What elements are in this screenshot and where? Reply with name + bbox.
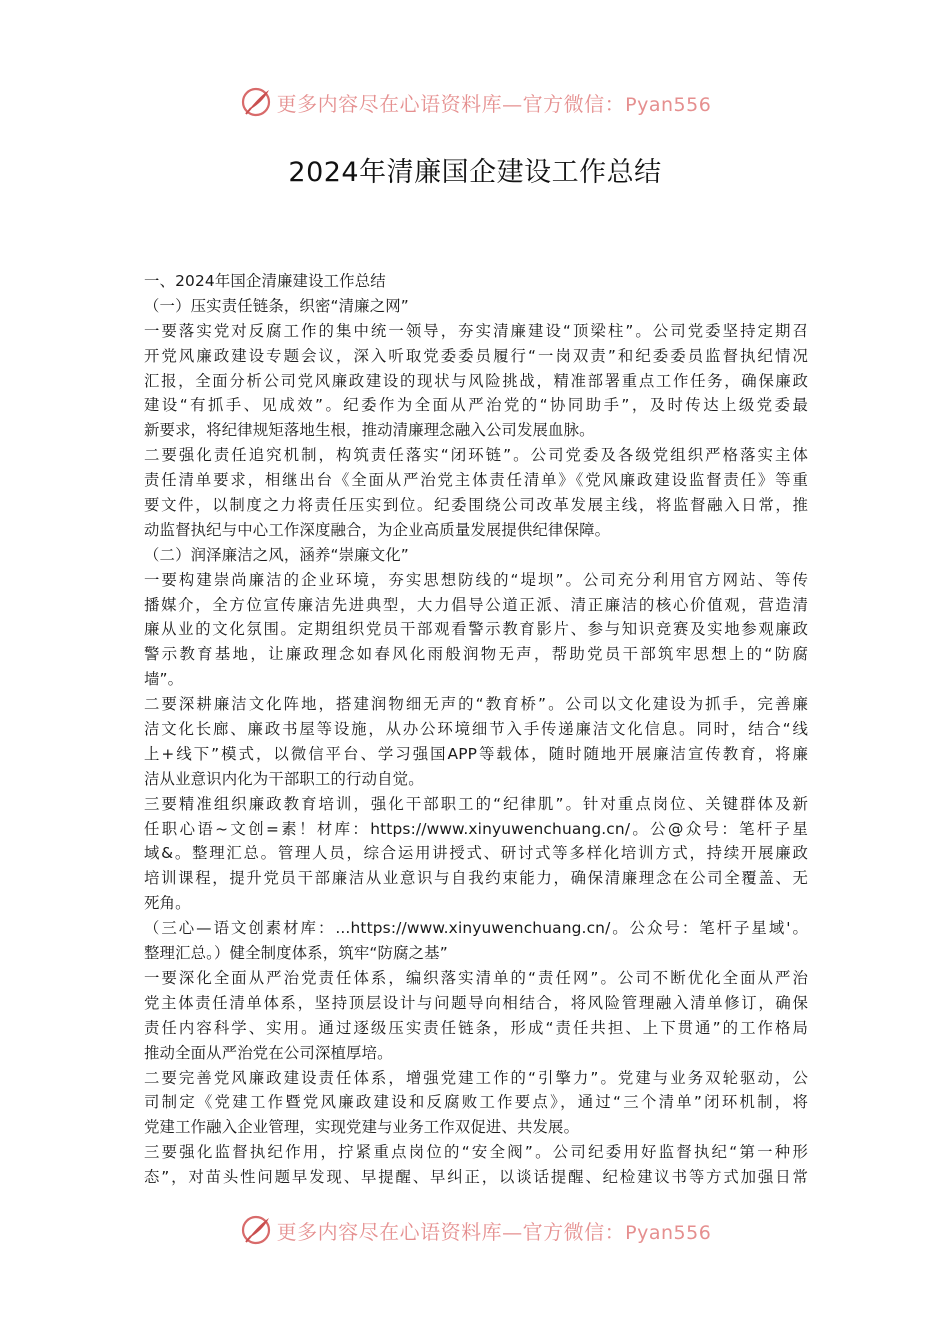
document-title: 2024年清廉国企建设工作总结 [288,157,662,188]
document-body [144,269,808,1190]
text-line: 二要完善党风廉政建设责任体系，增强党建工作的“引擎力”。党建与业务双轮驱动，公 [144,1068,808,1087]
text-line: 死角。 [144,894,191,913]
text-line: 洁文化长廊、廉政书屋等设施，从办公环境细节入手传递廉洁文化信息。同时，结合“线 [144,720,808,739]
text-line: （一）压实责任链条，织密“清廉之网” [144,296,409,315]
quill-logo-icon [239,85,273,119]
text-line: 建设“有抓手、见成效”。纪委作为全面从严治党的“协同助手”，及时传达上级党委最 [144,396,808,415]
text-line: 党主体责任清单体系，坚持顶层设计与问题导向相结合，将风险管理融入清单修订，确保 [144,993,808,1012]
text-line: 责任清单要求，相继出台《全面从严治党主体责任清单》《党风廉政建设监督责任》等重 [144,471,808,490]
text-line: 责任内容科学、实用。通过逐级压实责任链条，形成“责任共担、上下贯通”的工作格局 [144,1018,808,1037]
text-line: 墙”。 [144,670,184,689]
text-line: 要文件，以制度之力将责任压实到位。纪委围绕公司改革发展主线，将监督融入日常，推 [144,496,808,515]
text-line: 廉从业的文化氛围。定期组织党员干部观看警示教育影片、参与知识竞赛及实地参观廉政 [144,620,808,639]
text-line: 一要构建崇尚廉洁的企业环境，夯实思想防线的“堤坝”。公司充分利用官方网站、等传 [144,570,808,589]
watermark-text: 更多内容尽在心语资料库—官方微信：Pyan556 [276,91,712,116]
text-line: 播媒介，全方位宣传廉洁先进典型，大力倡导公道正派、清正廉洁的核心价值观，营造清 [144,595,808,614]
text-line: 汇报，全面分析公司党风廉政建设的现状与风险挑战，精准部署重点工作任务，确保廉政 [144,371,808,390]
text-line: 整理汇总。）健全制度体系，筑牢“防腐之基” [144,944,448,963]
text-line: （二）润泽廉洁之风，涵养“崇廉文化” [144,545,409,564]
text-line: 三要强化监督执纪作用，拧紧重点岗位的“安全阀”。公司纪委用好监督执纪“第一种形 [144,1143,808,1162]
text-line: 三要精准组织廉政教育培训，强化干部职工的“纪律肌”。针对重点岗位、关键群体及新 [144,794,808,813]
text-line: 态”，对苗头性问题早发现、早提醒、早纠正，以谈话提醒、纪检建议书等方式加强日常 [144,1168,808,1187]
text-line: 一要落实党对反腐工作的集中统一领导，夯实清廉建设“顶梁柱”。公司党委坚持定期召 [144,321,808,340]
text-line: 警示教育基地，让廉政理念如春风化雨般润物无声，帮助党员干部筑牢思想上的“防腐 [144,645,808,664]
text-line: 动监督执纪与中心工作深度融合，为企业高质量发展提供纪律保障。 [144,520,611,539]
quill-logo-icon [239,1213,273,1247]
text-line: 培训课程，提升党员干部廉洁从业意识与自我约束能力，确保清廉理念在公司全覆盖、无 [144,869,808,888]
text-line: 开党风廉政建设专题会议，深入听取党委委员履行“一岗双责”和纪委委员监督执纪情况 [144,346,808,365]
footer-watermark [0,1210,950,1250]
text-line: 一要深化全面从严治党责任体系，编织落实清单的“责任网”。公司不断优化全面从严治 [144,968,808,987]
watermark-wechat-id: Pyan556 [625,1221,712,1244]
text-line: 二要强化责任追究机制，构筑责任落实“闭环链”。公司党委及各级党组织严格落实主体 [144,446,808,465]
text-line: 任职心语~文创=素！材库：https://www.xinyuwenchuang.cn/。公@众号：笔杆子星 [144,819,808,838]
watermark-wechat-id: Pyan556 [625,93,712,116]
text-line: 二要深耕廉洁文化阵地，搭建润物细无声的“教育桥”。公司以文化建设为抓手，完善廉 [144,695,808,714]
text-line: 推动全面从严治党在公司深植厚培。 [144,1043,393,1062]
text-line: 洁从业意识内化为干部职工的行动自觉。 [144,769,424,788]
watermark-text: 更多内容尽在心语资料库—官方微信：Pyan556 [276,1219,712,1244]
text-line: （三心—语文创素材库：...https://www.xinyuwenchuang.cn/。公众号：笔杆子星域'。 [144,919,808,938]
text-line: 上+线下”模式，以微信平台、学习强国APP等载体，随时随地开展廉洁宣传教育，将廉 [144,744,808,763]
text-line: 域&。整理汇总。管理人员，综合运用讲授式、研讨式等多样化培训方式，持续开展廉政 [144,844,808,863]
text-line: 新要求，将纪律规矩落地生根，推动清廉理念融入公司发展血脉。 [144,421,595,440]
text-line: 一、2024年国企清廉建设工作总结 [144,272,386,290]
text-line: 司制定《党建工作暨党风廉政建设和反腐败工作要点》，通过“三个清单”闭环机制，将 [144,1093,808,1112]
header-watermark [0,82,950,122]
text-line: 党建工作融入企业管理，实现党建与业务工作双促进、共发展。 [144,1118,580,1137]
